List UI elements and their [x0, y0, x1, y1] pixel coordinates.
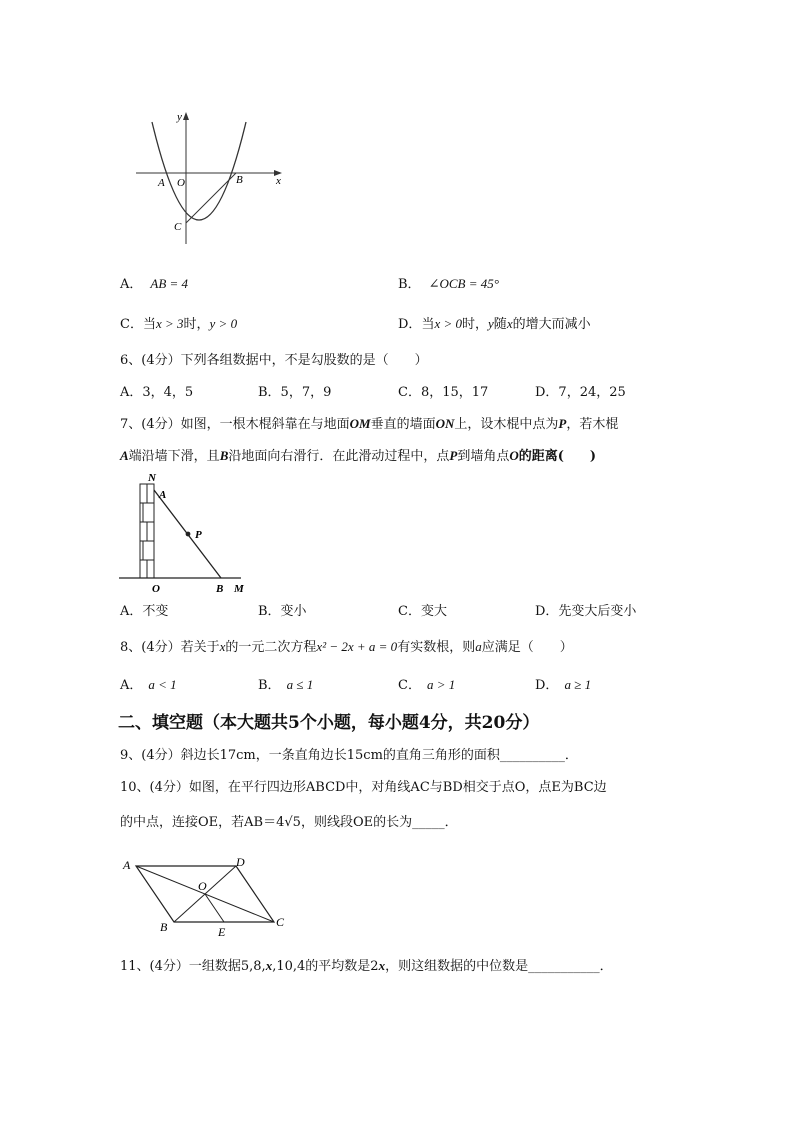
parallelogram-figure — [118, 852, 298, 942]
q11-stem: 11、(4分）一组数据5,8,x,10,4的平均数是2x，则这组数据的中位数是___________． — [120, 958, 613, 974]
label-c: C — [174, 221, 182, 233]
label-o: O — [198, 879, 207, 893]
label-e: E — [218, 925, 226, 939]
q8-option-c: C． a > 1 — [398, 677, 456, 693]
q7-option-b: B．变小 — [258, 604, 307, 619]
q8-stem: 8、(4分）若关于x的一元二次方程x² − 2x + a = 0有实数根，则a应满足（ ） — [120, 639, 573, 655]
y-axis-arrow — [183, 112, 189, 120]
q6-option-b: B．5，7，9 — [258, 385, 332, 400]
label-y: y — [177, 111, 182, 123]
sqrt-five: √5 — [284, 815, 301, 830]
label-o: O — [152, 583, 160, 595]
label-b: B — [160, 920, 168, 934]
q6-option-a: A．3，4，5 — [120, 385, 194, 400]
q7-stem-line1: 7、(4分）如图，一根木棍斜靠在与地面OM垂直的墙面ON上，设木棍中点为P，若木棍 — [120, 416, 619, 432]
q10-stem-line1: 10、(4分）如图，在平行四边形ABCD中，对角线AC与BD相交于点O，点E为BC边 — [120, 780, 607, 795]
q7-option-d: D．先变大后变小 — [535, 604, 637, 619]
math-ab: AB = 4 — [150, 276, 189, 291]
midpoint-p — [186, 532, 191, 537]
label-a: A — [159, 489, 167, 501]
segment-cb — [186, 173, 236, 223]
label-d: D — [236, 855, 245, 869]
q7-option-a: A．不变 — [120, 604, 169, 619]
q8-option-d: D． a ≥ 1 — [535, 677, 592, 693]
label-m: M — [234, 583, 244, 595]
label-b: B — [216, 583, 224, 595]
q8-equation: x² − 2x + a = 0 — [316, 639, 398, 654]
q8-option-a: A． a < 1 — [120, 677, 177, 693]
q6-option-d: D．7，24，25 — [535, 385, 626, 400]
parabola-curve — [152, 122, 246, 220]
label-a: A — [123, 858, 131, 872]
label-n: N — [148, 472, 156, 484]
section-heading-fill-in: 二、填空题（本大题共5个小题，每小题4分，共20分） — [118, 713, 540, 733]
label-p: P — [195, 529, 202, 541]
q7-option-c: C．变大 — [398, 604, 447, 619]
q6-stem: 6、(4分）下列各组数据中，不是勾股数的是（ ） — [120, 353, 428, 368]
q7-stem-line2: A端沿墙下滑，且B沿地面向右滑行．在此滑动过程中，点P到墙角点O的距离( ) — [120, 448, 597, 464]
q8-option-b: B． a ≤ 1 — [258, 677, 314, 693]
q10-stem-line2: 的中点，连接OE，若AB＝4√5，则线段OE的长为_____． — [120, 815, 458, 830]
q9-stem: 9、(4分）斜边长17cm，一条直角边长15cm的直角三角形的面积__________． — [120, 748, 578, 763]
math-angle: ∠OCB = 45° — [428, 276, 499, 291]
ladder-figure — [115, 470, 255, 598]
label-a: A — [158, 177, 165, 189]
q5-option-b: B． ∠OCB = 45° — [398, 276, 499, 292]
label-o: O — [177, 177, 185, 189]
label-c: C — [276, 915, 285, 929]
q5-option-d: D．当x > 0时，y随x的增大而减小 — [398, 316, 591, 332]
q6-option-c: C．8，15，17 — [398, 385, 489, 400]
parabola-figure — [130, 108, 290, 248]
q5-option-c: C．当x > 3时，y > 0 — [120, 316, 238, 332]
label-x: x — [276, 175, 281, 187]
q5-option-a: A． AB = 4 — [120, 276, 189, 292]
label-b: B — [236, 174, 243, 186]
